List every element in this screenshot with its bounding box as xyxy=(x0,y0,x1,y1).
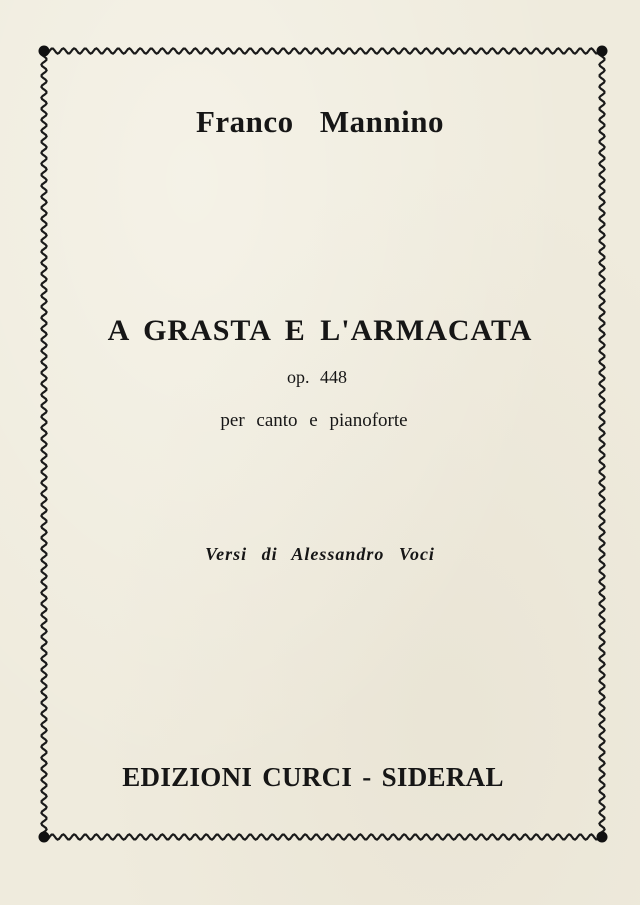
instrumentation-subtitle: per canto e pianoforte xyxy=(220,410,408,431)
border-top-wave xyxy=(44,48,602,53)
publisher-name: EDIZIONI CURCI - SIDERAL xyxy=(122,762,504,792)
corner-dot-top-right xyxy=(597,46,608,57)
corner-dot-bottom-right xyxy=(597,832,608,843)
corner-dot-bottom-left xyxy=(39,832,50,843)
work-title: A GRASTA E L'ARMACATA xyxy=(107,314,533,347)
border-left-wave xyxy=(41,51,46,837)
border-bottom-wave xyxy=(44,834,602,839)
border-right-wave xyxy=(599,51,604,837)
opus-number: op. 448 xyxy=(287,367,347,387)
corner-dot-top-left xyxy=(39,46,50,57)
lyricist-credit: Versi di Alessandro Voci xyxy=(205,544,435,564)
composer-name: Franco Mannino xyxy=(195,104,445,139)
